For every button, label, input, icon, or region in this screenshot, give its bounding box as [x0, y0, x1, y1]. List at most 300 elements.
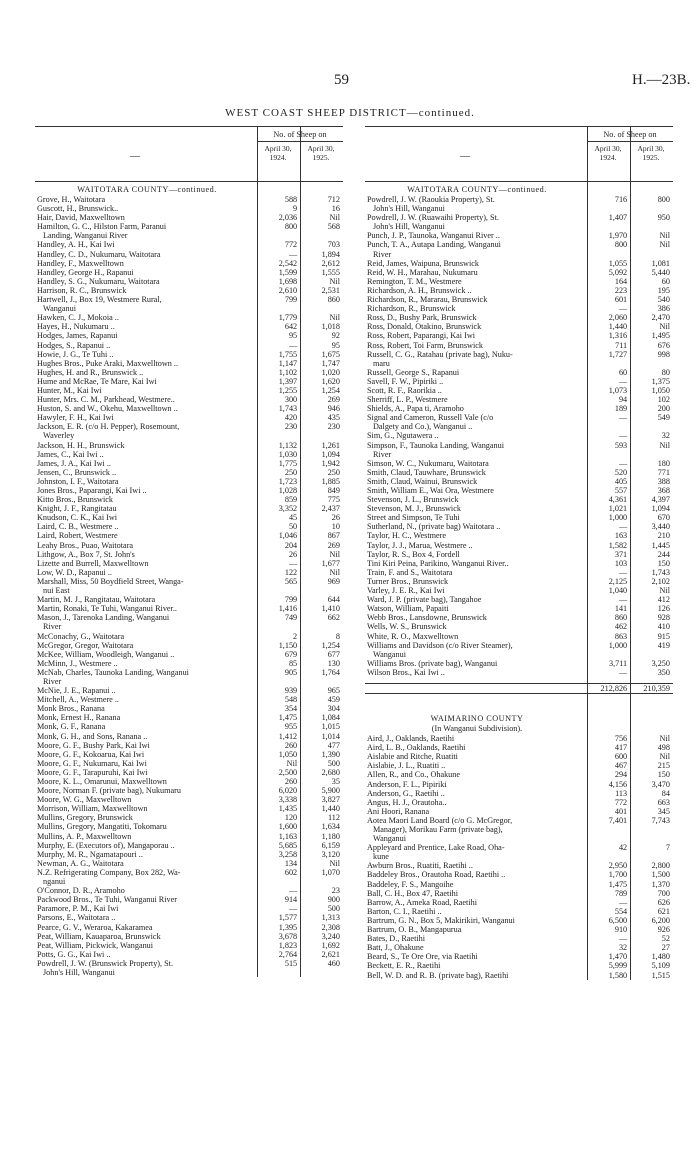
sheep-1925-value	[301, 877, 343, 886]
sheep-1924-value: 1,163	[278, 831, 298, 841]
owner-name: James, C., Kai Iwi ..	[37, 449, 104, 459]
sheep-1925-value: 304	[327, 704, 340, 714]
sheep-1924-value: 520	[614, 467, 628, 477]
table-row-continuation	[365, 825, 673, 834]
owner-name: Lithgow, A., Box 7, St. John's	[37, 549, 135, 559]
table-row	[365, 843, 673, 852]
sheep-1925-value: 459	[327, 695, 340, 705]
table-row	[35, 795, 343, 804]
sheep-1925-value: 345	[657, 806, 670, 816]
sheep-1924-value: 2,950	[608, 861, 628, 871]
sheep-1925-value: 1,500	[651, 870, 670, 880]
total-row	[365, 683, 673, 694]
sheep-1925-value: 3,440	[651, 522, 670, 532]
table-row	[35, 259, 343, 268]
table-row	[365, 213, 673, 222]
sheep-1924-value: 32	[618, 943, 628, 953]
sheep-1925-value	[301, 677, 343, 686]
year-1925-header: April 30, 1925.	[637, 144, 665, 162]
owner-name: Knight, J. F., Rangitatau	[37, 504, 117, 514]
table-row	[35, 368, 343, 377]
table-row	[365, 231, 673, 240]
table-row	[35, 741, 343, 750]
owner-name: Reid, W. H., Marahau, Nukumaru	[367, 267, 478, 277]
owner-name: Batt, J., Ohakune	[367, 943, 424, 953]
sheep-1925-value: 700	[657, 888, 670, 898]
sheep-1924-value: 3,678	[278, 931, 298, 941]
owner-name: Sim, G., Ngutawera ..	[367, 431, 439, 441]
owner-name: Handley, C. D., Nukumaru, Waitotara	[37, 249, 161, 259]
table-row	[365, 752, 673, 761]
owner-name: Awburn Bros., Ruatiti, Raetihi ..	[367, 861, 473, 871]
sheep-1924-value: 2,500	[278, 767, 298, 777]
sheep-1924-value: —	[618, 413, 628, 423]
sheep-1925-value: 849	[327, 486, 340, 495]
table-row	[35, 732, 343, 741]
sheep-1925-value	[301, 231, 343, 240]
sheep-1925-value: 6,200	[651, 915, 670, 925]
sheep-1925-value: 7	[665, 843, 670, 853]
table-row	[365, 861, 673, 870]
sheep-1925-value: 703	[327, 240, 340, 250]
table-row	[35, 404, 343, 413]
table-row-continuation	[365, 450, 673, 459]
owner-name: Dalgety and Co.), Wanganui ..	[373, 422, 473, 432]
table-row	[365, 780, 673, 789]
table-row	[35, 668, 343, 677]
sheep-1924-value: 122	[284, 567, 298, 577]
sheep-1924-value: 1,435	[278, 804, 298, 814]
sheep-1924-value: 789	[614, 888, 628, 898]
owner-name: Barrow, A., Ameka Road, Raetihi	[367, 897, 477, 907]
sheep-1925-value: 1,445	[651, 540, 670, 550]
sheep-1924-value	[588, 250, 631, 259]
sheep-1925-value: 5,440	[651, 267, 670, 277]
owner-name: River	[43, 676, 62, 686]
year-1924-header: April 30, 1924.	[264, 144, 292, 162]
sheep-1924-value	[258, 431, 301, 440]
total-1925: 210,359	[643, 683, 670, 693]
sheep-1924-value: 593	[614, 440, 628, 450]
table-row	[35, 477, 343, 486]
sheep-1925-value: 965	[327, 686, 340, 696]
sheep-1925-value: 1,440	[321, 804, 340, 814]
table-row	[365, 559, 673, 568]
table-row	[35, 932, 343, 941]
owner-name: Anderson, G., Raetihi ..	[367, 788, 445, 798]
sheep-1924-value: 1,970	[608, 231, 628, 241]
owner-name: Jackson, H. H., Brunswick	[37, 440, 125, 450]
owner-name: Smith, William E., Wai Ora, Westmere	[367, 486, 494, 495]
sheep-1924-value: 772	[284, 240, 298, 250]
owner-name: Mason, J., Tarenoka Landing, Wanganui	[37, 613, 170, 623]
sheep-1924-value: 859	[284, 495, 298, 505]
sheep-1925-value	[631, 250, 673, 259]
table-row	[35, 577, 343, 586]
table-row	[35, 595, 343, 604]
sheep-1925-value: 1,747	[321, 358, 340, 368]
sheep-1924-value: 1,147	[278, 358, 298, 368]
sheep-1925-value: Nil	[659, 752, 670, 762]
owner-name: Moore, G. F., Nukumaru, Kai Iwi	[37, 758, 147, 768]
owner-name: River	[43, 622, 62, 632]
table-row	[365, 441, 673, 450]
sheep-1925-value: 1,480	[651, 952, 670, 962]
sheep-1925-value: 419	[657, 640, 670, 650]
table-row	[35, 341, 343, 350]
owner-name: Paramore, P. M., Kai Iwi	[37, 904, 119, 914]
sheep-1925-value: 388	[657, 476, 670, 486]
table-row	[35, 686, 343, 695]
sheep-1924-value: 417	[614, 743, 628, 753]
owner-name: Remington, T. M., Westmere	[367, 276, 462, 286]
owner-name: Anderson, F. L., Pipiriki	[367, 779, 447, 789]
sheep-1925-value: 412	[657, 595, 670, 605]
sheep-1924-value: 1,823	[278, 940, 298, 950]
table-row	[35, 495, 343, 504]
sheep-1924-value: 1,040	[608, 586, 628, 596]
sheep-1925-value: Nil	[329, 313, 340, 323]
table-row	[35, 804, 343, 813]
sheep-1924-value: 371	[614, 549, 628, 559]
table-row	[35, 277, 343, 286]
table-row	[365, 586, 673, 595]
table-row	[365, 386, 673, 395]
sheep-1925-value: 928	[657, 613, 670, 623]
sheep-1925-value: 350	[657, 667, 670, 677]
sheep-1925-value: 1,018	[321, 322, 340, 332]
owner-name: Scott, R. F., Raorikia ..	[367, 385, 442, 395]
sheep-1925-value: 210	[657, 531, 670, 541]
sheep-1924-value: 2	[293, 631, 298, 641]
sheep-1924-value	[588, 422, 631, 431]
left-table	[35, 126, 343, 977]
sheep-1925-value: 677	[327, 649, 340, 659]
sheep-1924-value: 3,338	[278, 795, 298, 805]
sheep-1924-value	[258, 231, 301, 240]
table-row	[35, 441, 343, 450]
table-row-continuation	[35, 304, 343, 313]
table-row	[35, 350, 343, 359]
owner-name: Russell, George S., Rapanui	[367, 367, 460, 377]
table-row	[35, 768, 343, 777]
owner-name: Packwood Bros., Te Tuhi, Wanganui River	[37, 895, 177, 905]
sheep-1925-value: 2,308	[321, 922, 340, 932]
owner-name: Martin, Ronaki, Te Tuhi, Wanganui River..	[37, 604, 177, 614]
sheep-1924-value: 42	[618, 843, 628, 853]
sheep-1925-value: 800	[657, 195, 670, 204]
table-row	[35, 195, 343, 204]
sheep-1924-value: 467	[614, 761, 628, 771]
owner-name: Ross, Robert, Toi Farm, Brunswick	[367, 340, 483, 350]
table-row-continuation	[365, 204, 673, 213]
sheep-1925-value: 662	[327, 613, 340, 623]
sheep-1925-value: 1,015	[321, 722, 340, 732]
owner-name: John's Hill, Wanganui	[373, 204, 445, 214]
sheep-1924-value: 5,092	[608, 267, 628, 277]
table-row	[365, 961, 673, 970]
table-row	[365, 459, 673, 468]
sheep-1925-value: 712	[327, 195, 340, 204]
sheep-1925-value: 250	[327, 467, 340, 477]
sheep-1924-value: 294	[614, 770, 628, 780]
owner-name: Sherriff, L. P., Westmere	[367, 395, 448, 405]
sheep-1924-value: 260	[284, 777, 298, 786]
owner-name: Appleyard and Prentice, Lake Road, Oha-	[367, 843, 505, 853]
sheep-1925-value: 1,094	[651, 504, 670, 514]
table-row	[35, 422, 343, 431]
table-row	[365, 413, 673, 422]
table-row	[35, 386, 343, 395]
sheep-1925-value: 180	[657, 458, 670, 468]
table-row	[365, 761, 673, 770]
owner-name: Mullins, Gregory, Brunswick	[37, 813, 133, 823]
sheep-1924-value	[258, 877, 301, 886]
sheep-1925-value: 568	[327, 222, 340, 232]
owner-name: Street and Simpson, Te Tuhi	[367, 513, 460, 523]
sheep-1924-value: 250	[284, 467, 298, 477]
owner-name: Hodges, S., Rapanui ..	[37, 340, 111, 350]
sheep-1925-value: 500	[327, 904, 340, 914]
sheep-1925-value: 1,254	[321, 385, 340, 395]
sheep-1924-value: 1,700	[608, 870, 628, 880]
table-row	[365, 668, 673, 677]
sheep-1925-value: 1,692	[321, 940, 340, 950]
table-row	[35, 204, 343, 213]
sheep-1925-value: 5,900	[321, 786, 340, 796]
table-row	[365, 259, 673, 268]
owner-name: Monk, G. H., and Sons, Ranana ..	[37, 731, 148, 741]
owner-name: Mullins, A. P., Maxwelltown	[37, 831, 132, 841]
sheep-1925-value: 1,081	[651, 258, 670, 268]
sheep-1925-value	[301, 586, 343, 595]
table-row-continuation	[35, 877, 343, 886]
owner-name: Aislabie and Ritche, Ruatiti	[367, 752, 458, 762]
sheep-1924-value: 163	[614, 531, 628, 541]
table-row	[35, 713, 343, 722]
table-row	[35, 722, 343, 731]
table-row	[35, 286, 343, 295]
table-row-continuation	[35, 677, 343, 686]
table-row	[35, 904, 343, 913]
sheep-1925-value: 2,102	[651, 576, 670, 586]
sheep-1925-value: 244	[657, 549, 670, 559]
owner-name: Potts, G. G., Kai Iwi ..	[37, 949, 111, 959]
sheep-1925-value: 3,240	[321, 931, 340, 941]
owner-name: nganui	[43, 877, 66, 887]
table-row	[365, 577, 673, 586]
section-heading	[365, 714, 673, 724]
sheep-1924-value: 800	[284, 222, 298, 232]
owner-name: McKee, William, Woodleigh, Wanganui ..	[37, 649, 175, 659]
sheep-1925-value: 27	[661, 943, 670, 953]
sheep-1925-value: Nil	[329, 858, 340, 868]
sheep-1925-value	[301, 622, 343, 631]
right-table	[365, 126, 673, 980]
table-row	[35, 413, 343, 422]
sheep-1925-value: 1,764	[321, 667, 340, 677]
sheep-1925-value: 60	[661, 276, 670, 286]
table-row	[35, 568, 343, 577]
sheep-1925-value: 775	[327, 495, 340, 505]
sheep-1925-value: 915	[657, 631, 670, 641]
table-row	[35, 541, 343, 550]
table-row	[365, 377, 673, 386]
table-row	[35, 695, 343, 704]
sheep-1925-value: 1,555	[321, 267, 340, 277]
table-row	[365, 659, 673, 668]
sheep-1925-value	[631, 359, 673, 368]
table-row	[365, 952, 673, 961]
table-row	[365, 295, 673, 304]
owner-name: Morrison, William, Maxwelltown	[37, 804, 148, 814]
sheep-1924-value: 354	[284, 704, 298, 714]
sheep-1924-value: 2,060	[608, 313, 628, 323]
sheep-1925-value: Nil	[329, 567, 340, 577]
sheep-1924-value: 1,755	[278, 349, 298, 359]
owner-name: Jensen, C., Brunswick ..	[37, 467, 117, 477]
sheep-1924-value: 1,021	[608, 504, 628, 514]
owner-name: McGregor, Gregor, Waitotara	[37, 640, 134, 650]
sheep-1925-value	[631, 834, 673, 843]
owner-name: Moore, G. F., Kokoarua, Kai Iwi	[37, 749, 145, 759]
table-row	[365, 322, 673, 331]
total-label	[365, 684, 586, 693]
sheep-1924-value: 1,030	[278, 449, 298, 459]
sheep-1924-value: 141	[614, 604, 628, 614]
owner-name: Peat, William, Kauaparoa, Brunswick	[37, 931, 161, 941]
table-row-continuation	[35, 622, 343, 631]
sheep-1925-value: 16	[331, 204, 340, 214]
sheep-1924-value: —	[288, 886, 298, 896]
owner-name: Guscott, H., Brunswick..	[37, 204, 119, 214]
sheep-1924-value: —	[618, 595, 628, 605]
table-row	[35, 295, 343, 304]
sheep-1924-value: 1,416	[278, 604, 298, 614]
owner-name: Ward, J. P. (private bag), Tangahoe	[367, 595, 482, 605]
sheep-1924-value: 749	[284, 613, 298, 623]
sheep-1924-value: —	[618, 934, 628, 944]
table-row	[365, 331, 673, 340]
sheep-1924-value: —	[618, 458, 628, 468]
owner-name: Moore, G. F., Bushy Park, Kai Iwi	[37, 740, 150, 750]
owner-name: Landing, Wanganui River	[43, 231, 128, 241]
sheep-1924-value: 554	[614, 906, 628, 916]
table-row	[35, 222, 343, 231]
name-column-header: —	[130, 151, 140, 162]
sheep-1924-value: 1,046	[278, 531, 298, 541]
owner-name: Marshall, Miss, 50 Boydfield Street, Wanga-	[37, 576, 184, 586]
sheep-1924-value: 95	[288, 331, 298, 341]
owner-name: Hamilton, G. C., Hilston Farm, Paranui	[37, 222, 167, 232]
sheep-1925-value: 771	[657, 467, 670, 477]
sheep-1924-value: 120	[284, 813, 298, 823]
sheep-1925-value: Nil	[329, 213, 340, 223]
sheep-1924-value	[588, 825, 631, 834]
sheep-1925-value: 7,743	[651, 815, 670, 825]
sheep-1925-value: 84	[661, 788, 670, 798]
sheep-1925-value: 112	[328, 813, 340, 823]
sheep-1925-value: 150	[657, 558, 670, 568]
owner-name: Punch, J. P., Taunoka, Wanganui River ..	[367, 231, 500, 241]
table-row	[365, 807, 673, 816]
owner-name: Reid, James, Waipuna, Brunswick	[367, 258, 479, 268]
table-row	[365, 613, 673, 622]
table-row	[365, 513, 673, 522]
sheep-1924-value: 4,156	[608, 779, 628, 789]
owner-name: Hayes, H., Nukumaru ..	[37, 322, 115, 332]
sheep-1925-value: 1,313	[321, 913, 340, 923]
table-row	[365, 889, 673, 898]
owner-name: Richardson, A. H., Brunswick ..	[367, 285, 472, 295]
sheep-1925-value: 1,261	[321, 440, 340, 450]
owner-name: Wilson Bros., Kai Iwi ..	[367, 667, 445, 677]
sheep-1924-value: 113	[615, 788, 628, 798]
sheep-1925-value: 269	[327, 395, 340, 405]
table-row	[365, 313, 673, 322]
section-heading	[35, 182, 343, 195]
table-row-continuation	[35, 586, 343, 595]
table-row	[35, 504, 343, 513]
table-row	[365, 522, 673, 531]
sheep-1924-value: 1,723	[278, 476, 298, 486]
year-1925-header: April 30, 1925.	[307, 144, 335, 162]
sheep-1924-value: 1,150	[278, 640, 298, 650]
owner-name: Manager), Morikau Farm (private bag),	[373, 825, 503, 834]
sheep-1924-value: Nil	[286, 758, 298, 768]
sheep-1925-value: 969	[327, 576, 340, 586]
page-number: 59	[334, 72, 349, 88]
section-heading	[365, 182, 673, 195]
owner-name: Simson, W. C., Nukumaru, Waitotara	[367, 458, 489, 468]
sheep-1924-value: 1,775	[278, 458, 298, 468]
owner-name: Ross, Donald, Otakino, Brunswick	[367, 322, 482, 332]
sheep-1925-value: 386	[657, 304, 670, 314]
sheep-1924-value	[588, 450, 631, 459]
table-row	[365, 404, 673, 413]
sheep-1925-value: 92	[331, 331, 340, 341]
sheep-1925-value	[301, 968, 343, 977]
left-table-body	[35, 182, 343, 977]
sheep-1925-value	[631, 852, 673, 861]
owner-name: Baddeley Bros., Orautoha Road, Raetihi ..	[367, 870, 506, 880]
sheep-1924-value: 601	[614, 295, 628, 305]
owner-name: Ani Hoori, Ranana	[367, 806, 430, 816]
sheep-1924-value: 548	[284, 695, 298, 705]
owner-name: Beckett, E. R., Raetihi	[367, 961, 441, 971]
sheep-1924-value: —	[288, 558, 298, 568]
table-row	[35, 822, 343, 831]
table-row	[365, 286, 673, 295]
sheep-1924-value: 2,610	[278, 285, 298, 295]
sheep-1924-value: 756	[614, 734, 628, 744]
sheep-1924-value: 679	[284, 649, 298, 659]
sheep-1925-value: 3,120	[321, 849, 340, 859]
owner-name: McNie, J. E., Rapanui ..	[37, 686, 116, 696]
owner-name: Monk Bros., Ranana	[37, 704, 105, 714]
owner-name: Beard, S., Te Ore Ore, via Raetihi	[367, 952, 478, 962]
sheep-1925-value: 626	[657, 897, 670, 907]
table-row-continuation	[365, 222, 673, 231]
owner-name: Aotea Maori Land Board (c/o G. McGregor,	[367, 815, 513, 825]
table-row	[365, 550, 673, 559]
owner-name: Martin, M. J., Rangitatau, Waitotara	[37, 595, 156, 605]
sheep-1925-value: 3,827	[321, 795, 340, 805]
owner-name: Moore, W. G., Maxwelltown	[37, 795, 132, 805]
sheep-1925-value: Nil	[659, 734, 670, 744]
sheep-1924-value: 462	[614, 622, 628, 632]
table-row	[365, 734, 673, 743]
